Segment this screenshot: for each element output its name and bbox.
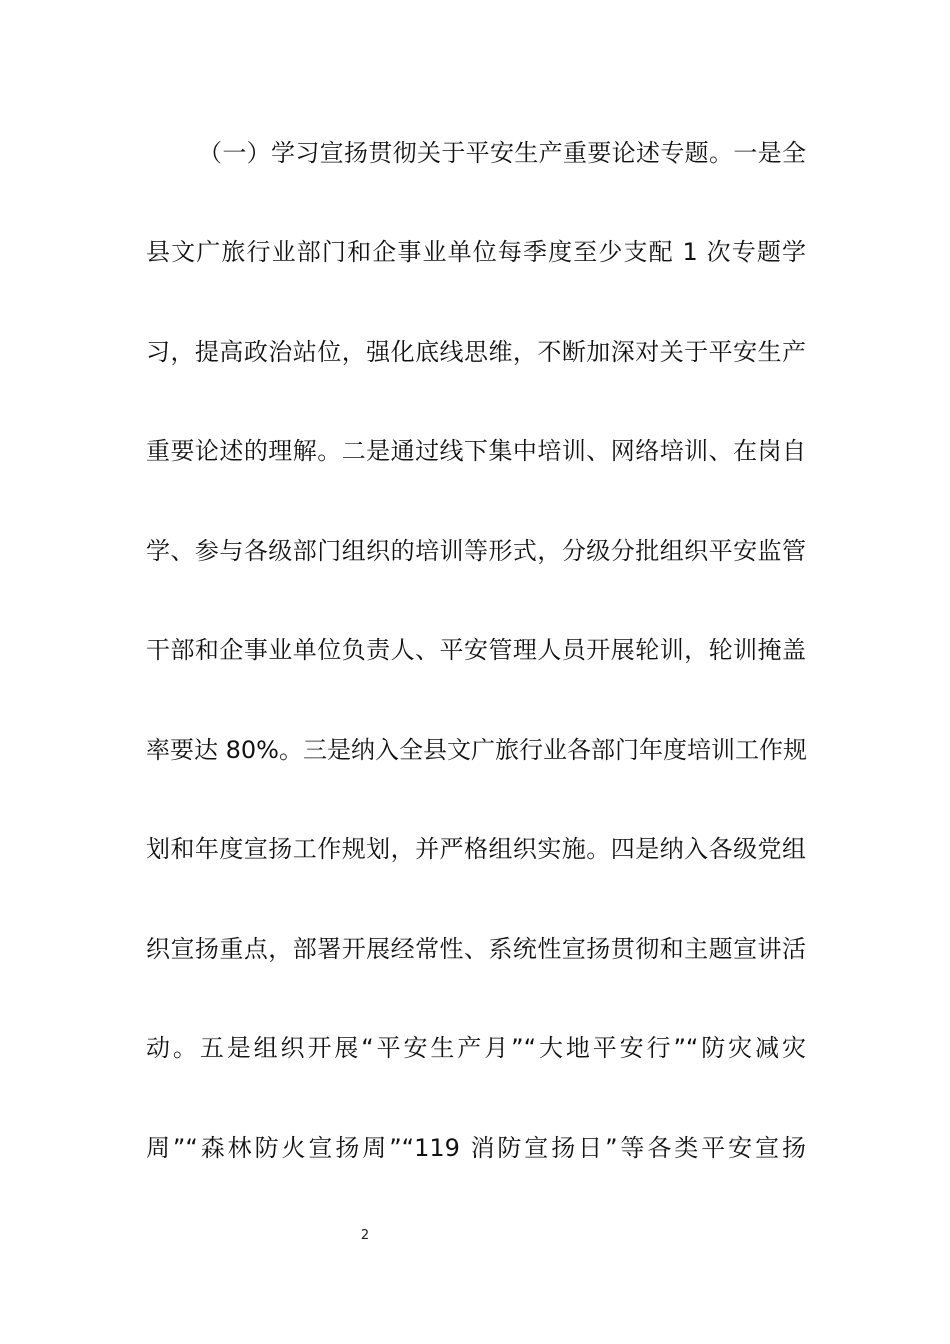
- paragraph-line-4: 重要论述的理解。二是通过线下集中培训、网络培训、在岗自: [146, 437, 806, 465]
- paragraph-line-8: 划和年度宣扬工作规划，并严格组织实施。四是纳入各级党组: [146, 835, 806, 863]
- paragraph-line-9: 织宣扬重点，部署开展经常性、系统性宣扬贯彻和主题宣讲活: [146, 935, 806, 963]
- paragraph-line-3: 习，提高政治站位，强化底线思维，不断加深对关于平安生产: [146, 338, 806, 366]
- paragraph-line-11: 周”“森林防火宣扬周”“119 消防宣扬日”等各类平安宣扬: [146, 1134, 806, 1162]
- paragraph-line-1: （一）学习宣扬贯彻关于平安生产重要论述专题。一是全: [198, 139, 806, 167]
- paragraph-line-10: 动。五是组织开展“平安生产月”“大地平安行”“防灾减灾: [146, 1034, 806, 1062]
- paragraph-line-5: 学、参与各级部门组织的培训等形式，分级分批组织平安监管: [146, 537, 806, 565]
- page-number: 2: [360, 1228, 370, 1243]
- paragraph-line-2: 县文广旅行业部门和企事业单位每季度至少支配 1 次专题学: [146, 238, 806, 266]
- paragraph-line-7: 率要达 80%。三是纳入全县文广旅行业各部门年度培训工作规: [146, 736, 807, 764]
- paragraph-line-6: 干部和企事业单位负责人、平安管理人员开展轮训，轮训掩盖: [146, 636, 806, 664]
